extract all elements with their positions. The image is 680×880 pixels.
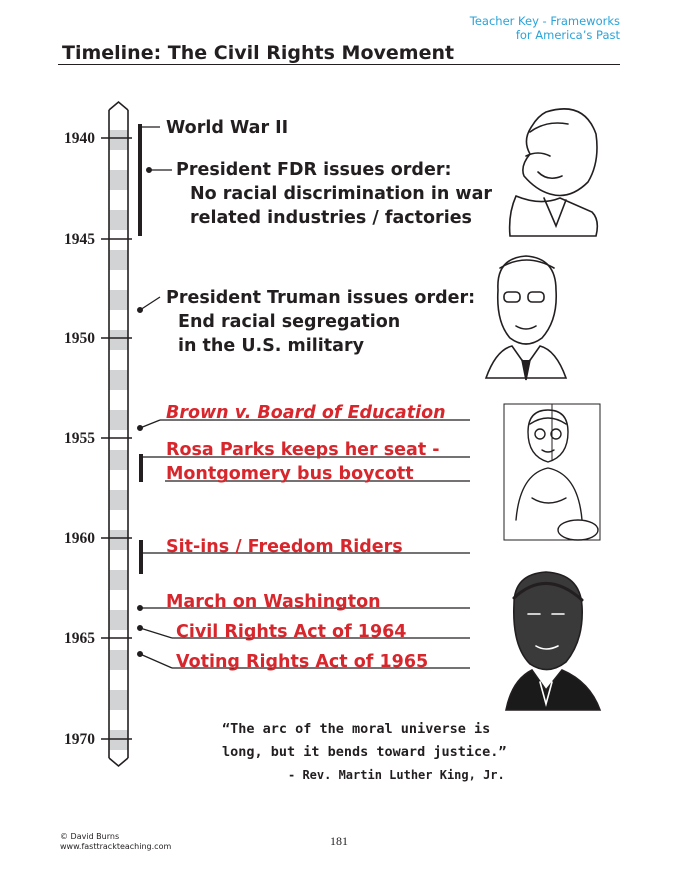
event-rosa-parks-line-2: Montgomery bus boycott: [166, 464, 414, 484]
event-voting-rights-act: Voting Rights Act of 1965: [176, 652, 429, 672]
ruler-segment: [109, 110, 128, 130]
ruler-segment: [109, 690, 128, 710]
ruler-segment: [109, 410, 128, 430]
year-label-1960: 1960: [64, 530, 95, 547]
ruler-segment: [109, 250, 128, 270]
rosa-parks-portrait-illustration: [504, 404, 600, 540]
year-label-1970: 1970: [64, 731, 95, 748]
fdr-portrait-illustration: [510, 109, 598, 236]
ruler-segment: [109, 590, 128, 610]
ruler-bottom-cap: [109, 758, 128, 766]
header-line-1: Teacher Key - Frameworks: [469, 14, 620, 28]
ruler-segment: [109, 530, 128, 550]
ruler-segment: [109, 210, 128, 230]
mlk-quote: [222, 718, 506, 764]
year-label-1950: 1950: [64, 330, 95, 347]
event-brown-v-board: Brown v. Board of Education: [166, 403, 446, 423]
ruler-segment: [109, 130, 128, 150]
ruler-segment: [109, 190, 128, 210]
ruler-top-cap: [109, 102, 128, 110]
footer-copyright: © David Burns: [60, 832, 120, 841]
ruler-segment: [109, 630, 128, 650]
ruler-segment: [109, 170, 128, 190]
event-civil-rights-act: Civil Rights Act of 1964: [176, 622, 407, 642]
ruler-segment: [109, 370, 128, 390]
ruler-segment: [109, 390, 128, 410]
ruler-segment: [109, 230, 128, 250]
quote-line-2: long, but it bends toward justice.”: [222, 744, 507, 760]
event-fdr-order-line-2: No racial discrimination in war: [190, 184, 493, 204]
quote-attribution: - Rev. Martin Luther King, Jr.: [288, 768, 505, 782]
year-label-1940: 1940: [64, 130, 95, 147]
ruler-segment: [109, 450, 128, 470]
ruler-segment: [109, 650, 128, 670]
event-world-war-ii: World War II: [166, 118, 289, 138]
year-label-1945: 1945: [64, 231, 95, 248]
ruler-segment: [109, 350, 128, 370]
event-truman-order-line-3: in the U.S. military: [178, 336, 364, 356]
cra-connector: [140, 628, 172, 638]
ruler-segment: [109, 270, 128, 290]
mlk-portrait-illustration: [506, 572, 600, 710]
event-march-on-washington: March on Washington: [166, 592, 381, 612]
timeline-ruler: [101, 102, 132, 766]
event-truman-order-line-1: President Truman issues order:: [166, 288, 476, 308]
ruler-segment: [109, 510, 128, 530]
event-fdr-order-line-3: related industries / factories: [190, 208, 472, 228]
year-label-1955: 1955: [64, 430, 95, 447]
ruler-segment: [109, 730, 128, 750]
page-number: 181: [330, 834, 348, 848]
ruler-segment: [109, 330, 128, 350]
ruler-segment: [109, 310, 128, 330]
event-fdr-order-line-1: President FDR issues order:: [176, 160, 452, 180]
ruler-segment: [109, 570, 128, 590]
truman-connector: [140, 297, 160, 310]
event-truman-order-line-2: End racial segregation: [178, 312, 401, 332]
ruler-segment: [109, 610, 128, 630]
ruler-segment: [109, 490, 128, 510]
year-label-1965: 1965: [64, 630, 95, 647]
ruler-segment: [109, 710, 128, 730]
brown-connector: [140, 420, 160, 428]
ruler-segment: [109, 150, 128, 170]
ruler-segment: [109, 470, 128, 490]
vra-connector: [140, 654, 172, 668]
ruler-segment: [109, 750, 128, 758]
truman-portrait-illustration: [486, 256, 566, 380]
footer-credits: [60, 832, 171, 852]
header-line-2: for America’s Past: [515, 28, 620, 42]
ruler-segment: [109, 670, 128, 690]
footer-website: www.fasttrackteaching.com: [60, 842, 172, 851]
ruler-segment: [109, 550, 128, 570]
ruler-segment: [109, 430, 128, 450]
page-title: Timeline: The Civil Rights Movement: [62, 42, 455, 64]
event-sit-ins-freedom-riders: Sit-ins / Freedom Riders: [166, 537, 403, 557]
event-rosa-parks-line-1: Rosa Parks keeps her seat -: [166, 440, 440, 460]
ruler-segment: [109, 290, 128, 310]
quote-line-1: “The arc of the moral universe is: [222, 721, 491, 737]
